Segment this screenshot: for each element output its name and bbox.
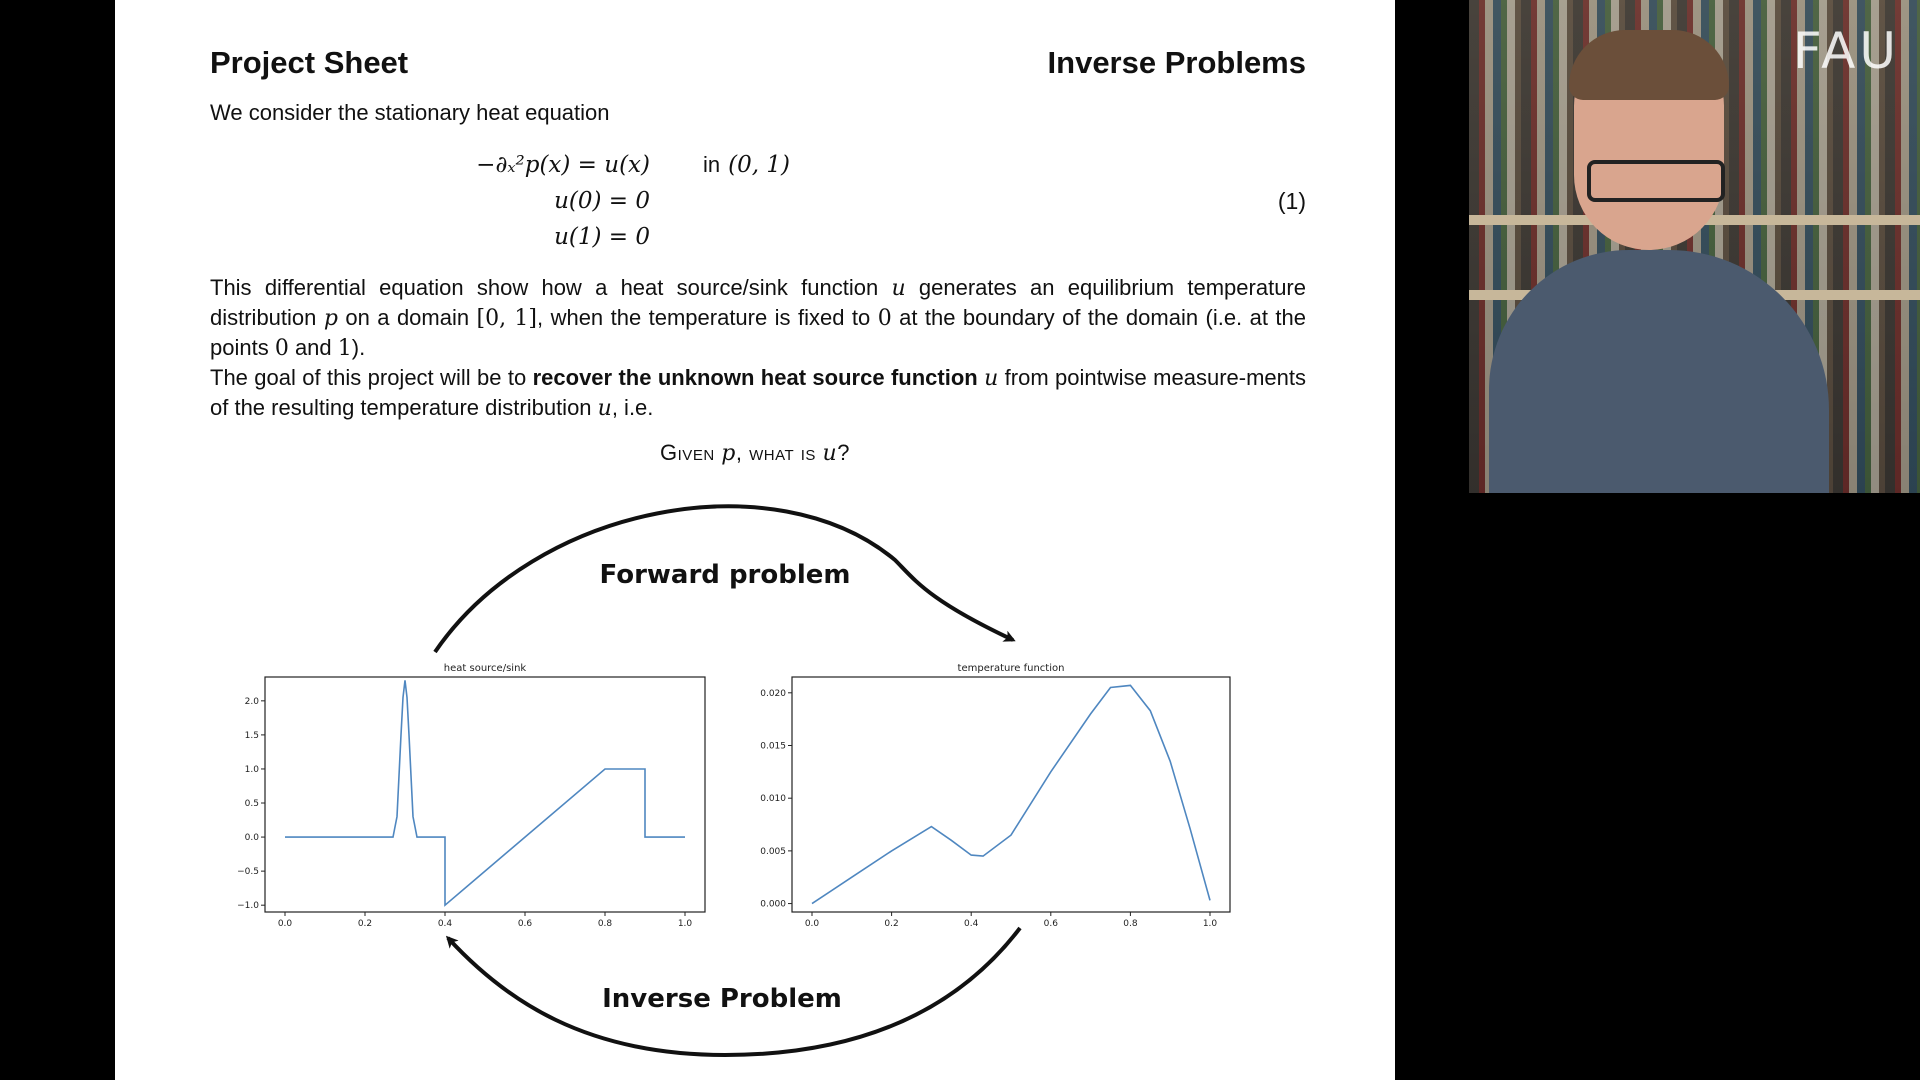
- para1-text-c: on a domain: [337, 305, 477, 330]
- x-tick-label: 0.2: [884, 919, 899, 929]
- para2-math-u2: u: [597, 396, 612, 421]
- para1-text-g: ).: [351, 335, 366, 360]
- question-text-b: , what is: [735, 440, 823, 465]
- para1-math-one: 1: [337, 336, 352, 361]
- header-left-title: Project Sheet: [210, 45, 409, 80]
- x-tick-label: 0.4: [964, 919, 979, 929]
- y-tick-label: 0.005: [760, 846, 786, 857]
- glasses: [1587, 160, 1725, 202]
- y-tick-label: 0.5: [244, 799, 259, 810]
- plot-title: temperature function: [957, 663, 1065, 674]
- plot-title: heat source/sink: [443, 663, 527, 674]
- equation-number: (1): [1277, 188, 1306, 214]
- para2-text-c: , i.e.: [611, 395, 654, 420]
- para1-math-u: u: [891, 276, 906, 301]
- x-tick-label: 0.2: [357, 919, 373, 929]
- y-tick-label: 0.000: [760, 899, 786, 910]
- webcam-video: [1469, 0, 1920, 493]
- para1-text-f: and: [288, 335, 338, 360]
- x-tick-label: 0.6: [1043, 919, 1058, 929]
- plot-frame: [792, 677, 1230, 912]
- x-tick-label: 0.6: [517, 919, 533, 929]
- para1-math-p: p: [323, 306, 338, 331]
- equation-line-3: u(1) = 0: [554, 224, 650, 250]
- y-tick-label: 2.0: [244, 696, 259, 707]
- y-tick-label: 0.020: [760, 688, 786, 699]
- para1-text-d: , when the temperature is fixed to: [537, 305, 878, 330]
- y-tick-label: 1.5: [244, 730, 259, 741]
- intro-text: We consider the stationary heat equation: [210, 100, 610, 125]
- para1-math-domain: [0, 1]: [476, 306, 538, 331]
- slide: [115, 0, 1395, 1080]
- forward-inverse-diagram: [115, 0, 1395, 1080]
- y-tick-label: −1.0: [237, 901, 259, 912]
- para2-math-u: u: [984, 366, 999, 391]
- x-tick-label: 0.8: [597, 919, 613, 929]
- para2-text-b: from pointwise measure-ments of the resulting temperature distribution: [210, 365, 1306, 420]
- para1-text-b: generates an equilibrium temperature distribution: [210, 275, 1306, 330]
- x-tick-label: 0.0: [804, 919, 820, 929]
- inverse-label: Inverse Problem: [602, 984, 842, 1014]
- plot-frame: [265, 677, 705, 912]
- fau-logo: FAU: [1793, 22, 1900, 80]
- x-tick-label: 0.4: [437, 919, 453, 929]
- x-tick-label: 0.8: [1123, 919, 1138, 929]
- y-tick-label: 1.0: [244, 764, 259, 775]
- x-tick-label: 1.0: [677, 919, 693, 929]
- y-tick-label: 0.0: [244, 833, 259, 844]
- para1-text-a: This differential equation show how a heat source/sink function: [210, 275, 892, 300]
- equation-line-1-lhs: −∂ₓ²p(x) = u(x): [476, 152, 650, 178]
- para1-math-zero2: 0: [274, 336, 289, 361]
- y-tick-label: 0.015: [760, 741, 786, 752]
- equation-line-2: u(0) = 0: [554, 188, 650, 214]
- heat-source-plot: [237, 663, 705, 929]
- temperature-plot: [760, 663, 1230, 929]
- forward-label: Forward problem: [599, 560, 851, 590]
- para1-text-e: at the boundary of the domain (i.e. at the points: [210, 305, 1306, 360]
- y-tick-label: 0.010: [760, 794, 786, 805]
- question-text-c: ?: [837, 440, 850, 465]
- question-text-a: Given: [660, 440, 722, 465]
- person-hair: [1569, 30, 1729, 100]
- header-right-title: Inverse Problems: [1047, 45, 1306, 80]
- y-tick-label: −0.5: [237, 867, 259, 878]
- x-tick-label: 0.0: [277, 919, 293, 929]
- para2-text-a: The goal of this project will be to: [210, 365, 533, 390]
- question-math-p: p: [721, 441, 736, 466]
- equation-interval: (0, 1): [728, 152, 790, 178]
- equation-in-label: in: [703, 152, 721, 177]
- x-tick-label: 1.0: [1202, 919, 1218, 929]
- question-math-u: u: [822, 441, 838, 466]
- para2-bold-text: recover the unknown heat source function: [532, 365, 978, 390]
- para1-math-zero: 0: [877, 306, 892, 331]
